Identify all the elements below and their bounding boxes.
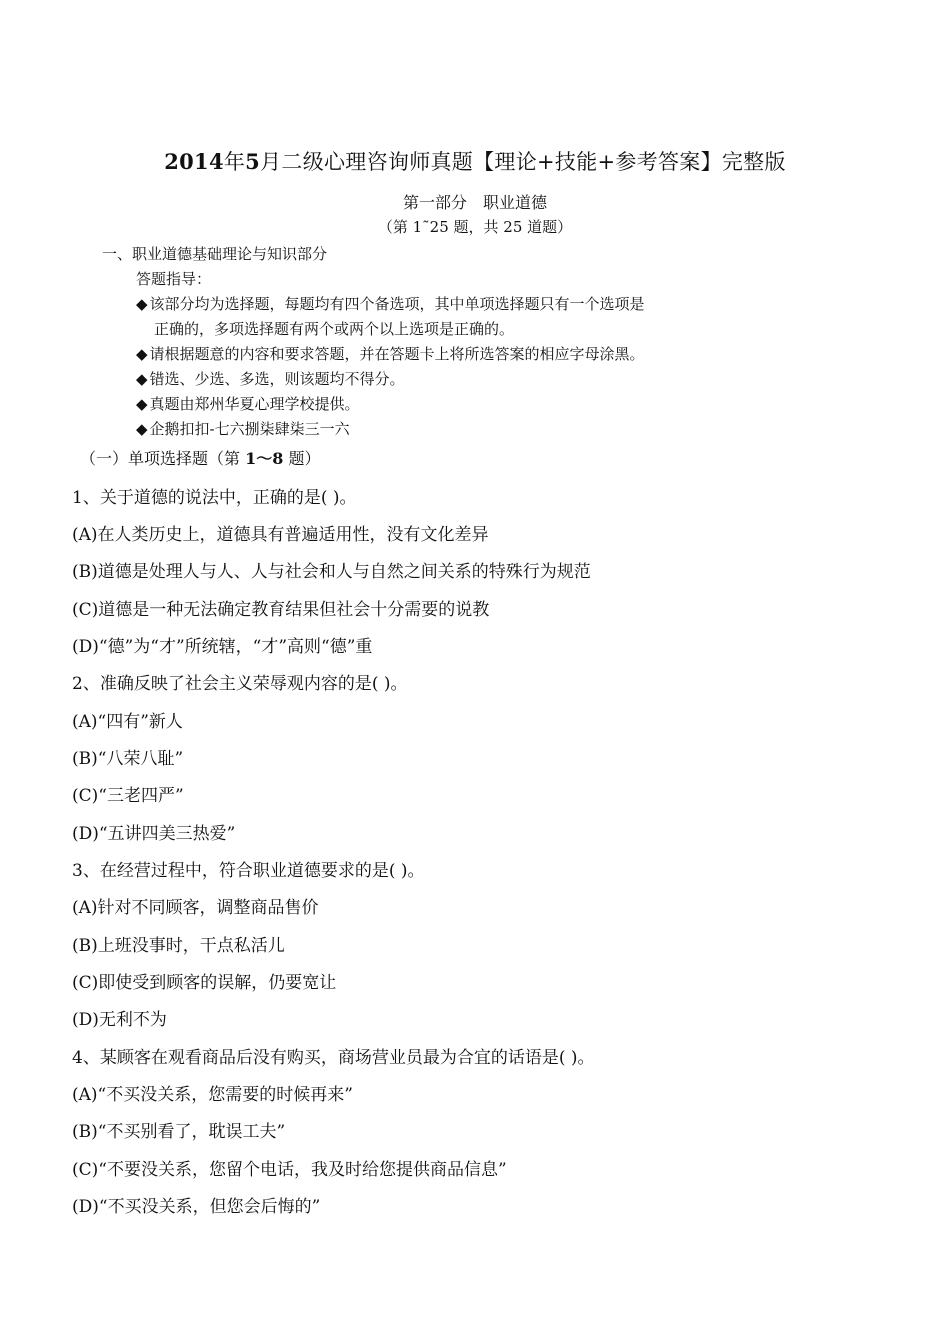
- question-stem: 2、准确反映了社会主义荣辱观内容的是( )。: [72, 674, 408, 694]
- question-stem: 1、关于道德的说法中，正确的是( )。: [72, 488, 357, 508]
- title-rest: 月二级心理咨询师真题【理论+技能+参考答案】完整版: [260, 150, 786, 174]
- bullet-diamond-icon: ◆: [136, 395, 148, 413]
- guide-bullet-text: 真题由郑州华夏心理学校提供。: [149, 395, 360, 413]
- guide-bullet: [136, 343, 645, 364]
- question-option: (A)针对不同顾客，调整商品售价: [72, 898, 319, 918]
- bullet-diamond-icon: ◆: [136, 370, 148, 388]
- guide-bullet-continuation: 正确的，多项选择题有两个或两个以上选项是正确的。: [154, 320, 515, 338]
- part-range: （第 1˜25 题，共 25 道题）: [377, 218, 573, 236]
- guide-bullet: [136, 293, 645, 314]
- question-option: (D)“不买没关系，但您会后悔的”: [72, 1197, 321, 1217]
- guide-bullet: [136, 393, 360, 414]
- bullet-diamond-icon: ◆: [136, 295, 148, 313]
- title-month: 5: [245, 149, 261, 174]
- document-title: [0, 146, 950, 176]
- guide-bullet-text: 企鹅扣扣-七六捌柒肆柒三一六: [149, 420, 350, 438]
- guide-bullet-text: 该部分均为选择题，每题均有四个备选项，其中单项选择题只有一个选项是: [149, 295, 645, 313]
- question-stem: 4、某顾客在观看商品后没有购买，商场营业员最为合宜的话语是( )。: [72, 1048, 595, 1068]
- question-option: (C)“三老四严”: [72, 786, 184, 806]
- guide-bullet: [136, 368, 405, 389]
- question-option: (B)道德是处理人与人、人与社会和人与自然之间关系的特殊行为规范: [72, 562, 591, 582]
- title-year: 2014: [164, 149, 224, 174]
- question-option: (C)即使受到顾客的误解，仍要宽让: [72, 973, 337, 993]
- guide-bullet: [136, 418, 350, 439]
- question-option: (C)道德是一种无法确定教育结果但社会十分需要的说教: [72, 600, 490, 620]
- question-option: (B)“八荣八耻”: [72, 749, 184, 769]
- guide-label: 答题指导：: [136, 270, 212, 288]
- subsection-suffix: 题）: [283, 449, 321, 468]
- guide-bullet-text: 请根据题意的内容和要求答题，并在答题卡上将所选答案的相应字母涂黑。: [149, 345, 645, 363]
- guide-bullet-text: 错选、少选、多选，则该题均不得分。: [149, 370, 405, 388]
- question-option: (C)“不要没关系，您留个电话，我及时给您提供商品信息”: [72, 1160, 507, 1180]
- question-option: (D)无利不为: [72, 1010, 167, 1030]
- question-option: (D)“德”为“才”所统辖，“才”高则“德”重: [72, 637, 373, 657]
- subsection-heading: [80, 446, 320, 469]
- question-option: (B)“不买别看了，耽误工夫”: [72, 1122, 286, 1142]
- question-option: (A)“不买没关系，您需要的时候再来”: [72, 1085, 353, 1105]
- question-option: (A)在人类历史上，道德具有普遍适用性，没有文化差异: [72, 525, 489, 545]
- question-option: (D)“五讲四美三热爱”: [72, 824, 236, 844]
- question-option: (B)上班没事时，干点私活儿: [72, 936, 285, 956]
- section-heading: 一、职业道德基础理论与知识部分: [102, 245, 328, 263]
- subsection-range: 1～8: [245, 449, 284, 468]
- bullet-diamond-icon: ◆: [136, 420, 148, 438]
- title-year-suffix: 年: [223, 150, 246, 174]
- question-option: (A)“四有”新人: [72, 712, 183, 732]
- question-stem: 3、在经营过程中，符合职业道德要求的是( )。: [72, 861, 425, 881]
- bullet-diamond-icon: ◆: [136, 345, 148, 363]
- part-heading: 第一部分 职业道德: [402, 193, 547, 212]
- subsection-prefix: （一）单项选择题（第: [80, 449, 246, 468]
